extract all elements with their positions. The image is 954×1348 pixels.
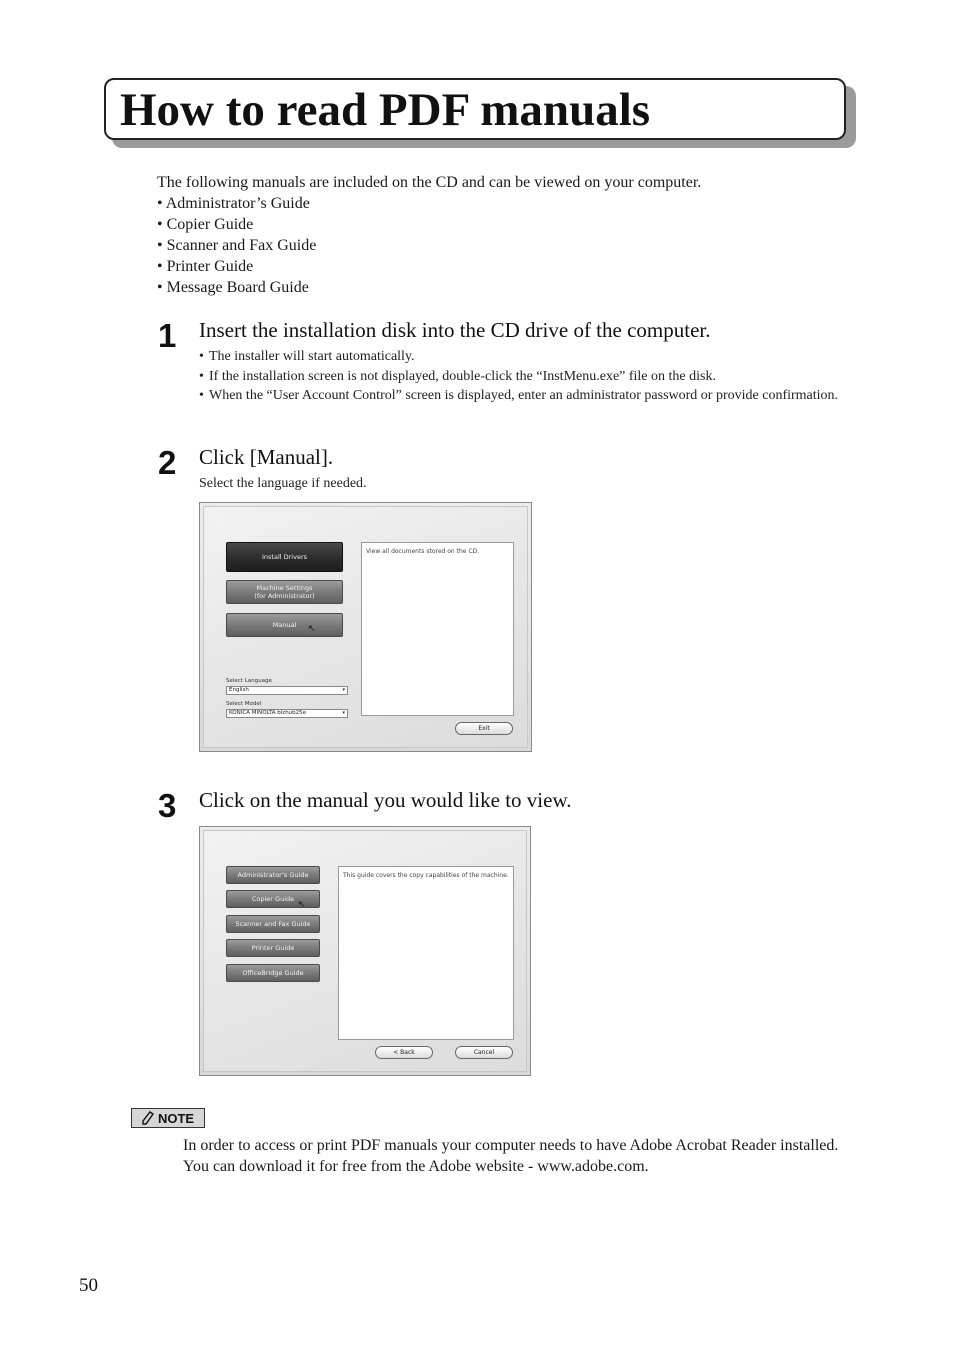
note-badge xyxy=(131,1108,205,1128)
administrators-guide-button[interactable]: Administrator’s Guide xyxy=(226,866,320,884)
manual-list-screenshot xyxy=(199,826,531,1076)
mouse-cursor-icon: ↖ xyxy=(308,624,316,634)
model-select-value: KONICA MINOLTA bizhub25e xyxy=(229,710,307,716)
model-select[interactable] xyxy=(226,709,348,718)
intro-text: The following manuals are included on the CD and can be viewed on your computer. xyxy=(157,174,702,191)
description-panel xyxy=(338,866,514,1040)
note-text: In order to access or print PDF manuals your computer needs to have Adobe Acrobat Reader installed. You can download it for free from the Adobe website - www.adobe.com. xyxy=(183,1137,839,1175)
officebridge-guide-button[interactable]: OfficeBridge Guide xyxy=(226,964,320,982)
screenshot-window xyxy=(203,506,528,748)
manual-list-item: • Printer Guide xyxy=(157,258,254,275)
manual-list-item: • Administrator’s Guide xyxy=(157,195,310,212)
installer-menu-screenshot xyxy=(199,502,532,752)
step-title: Click [Manual]. xyxy=(199,445,334,469)
step-note-text: The installer will start automatically. xyxy=(209,349,415,364)
install-drivers-button[interactable]: Install Drivers xyxy=(226,542,343,572)
intro-section xyxy=(157,172,701,298)
description-panel xyxy=(361,542,514,716)
step-note xyxy=(199,347,839,367)
copier-guide-button[interactable]: Copier Guide xyxy=(226,890,320,908)
description-text: View all documents stored on the CD. xyxy=(366,548,480,555)
step-note xyxy=(199,386,839,406)
bullet-dot: • xyxy=(199,368,204,384)
manual-list-item: • Message Board Guide xyxy=(157,279,309,296)
step-title: Insert the installation disk into the CD drive of the computer. xyxy=(199,318,711,342)
back-button[interactable]: < Back xyxy=(375,1046,433,1059)
step-note-text: If the installation screen is not displayed, double-click the “InstMenu.exe” file on the disk. xyxy=(209,368,716,384)
step-number: 3 xyxy=(158,787,177,824)
step-title: Click on the manual you would like to view. xyxy=(199,788,572,812)
step-number: 2 xyxy=(158,444,177,481)
printer-guide-button[interactable]: Printer Guide xyxy=(226,939,320,957)
dropdown-arrow-icon: ▾ xyxy=(342,710,345,716)
scanner-fax-guide-button[interactable]: Scanner and Fax Guide xyxy=(226,915,320,933)
step-subtitle: Select the language if needed. xyxy=(199,476,367,491)
step-note xyxy=(199,367,839,387)
description-text: This guide covers the copy capabilities of the machine. xyxy=(343,872,509,879)
select-model-label: Select Model xyxy=(226,701,262,707)
bullet-dot: • xyxy=(199,388,204,403)
bullet-dot: • xyxy=(199,349,204,364)
manual-list-item: • Scanner and Fax Guide xyxy=(157,237,317,254)
mouse-cursor-icon: ↖ xyxy=(298,900,306,910)
language-select[interactable] xyxy=(226,686,348,695)
step-number: 1 xyxy=(158,317,177,354)
page-title: How to read PDF manuals xyxy=(120,84,651,136)
dropdown-arrow-icon: ▾ xyxy=(342,687,345,693)
select-language-label: Select Language xyxy=(226,678,272,684)
machine-settings-button[interactable]: Machine Settings (for Administrator) xyxy=(226,580,343,604)
pencil-icon xyxy=(142,1111,154,1125)
screenshot-window xyxy=(203,830,527,1072)
note-label: NOTE xyxy=(157,1110,195,1126)
exit-button[interactable]: Exit xyxy=(455,722,513,735)
page-number: 50 xyxy=(79,1275,98,1296)
language-select-value: English xyxy=(229,687,249,693)
step-notes xyxy=(199,347,839,406)
manual-button[interactable]: Manual xyxy=(226,613,343,637)
manual-list-item: • Copier Guide xyxy=(157,216,254,233)
cancel-button[interactable]: Cancel xyxy=(455,1046,513,1059)
step-note-text: When the “User Account Control” screen is displayed, enter an administrator password or provide confirmation. xyxy=(209,388,839,403)
